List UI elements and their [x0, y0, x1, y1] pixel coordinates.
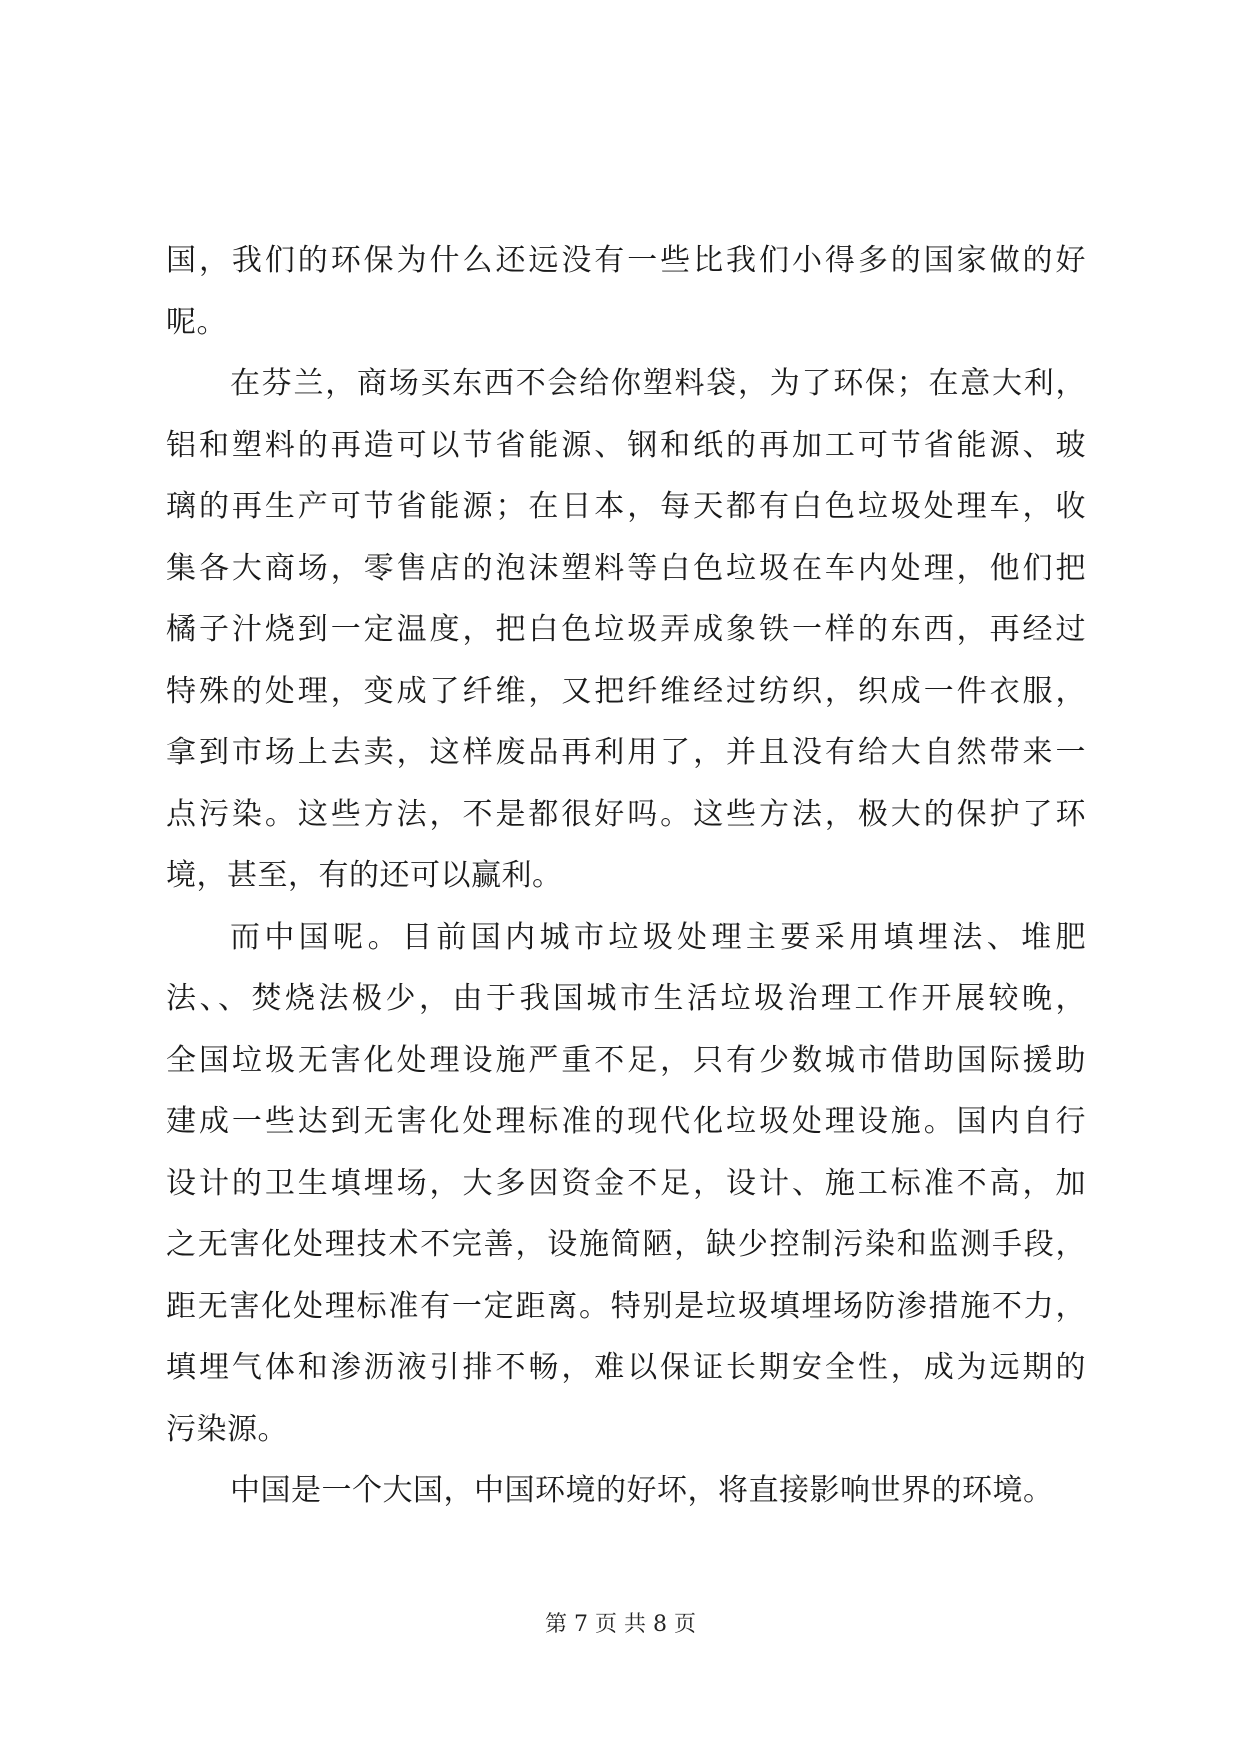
text-line: 集各大商场，零售店的泡沫塑料等白色垃圾在车内处理，他们把 — [166, 550, 1086, 586]
paragraph — [166, 1460, 1086, 1522]
text-line: 设计的卫生填埋场，大多因资金不足，设计、施工标准不高，加 — [166, 1165, 1086, 1201]
text-line: 特殊的处理，变成了纤维，又把纤维经过纺织，织成一件衣服， — [166, 673, 1086, 709]
text-line: 之无害化处理技术不完善，设施简陋，缺少控制污染和监测手段， — [166, 1227, 1086, 1262]
text-line: 建成一些达到无害化处理标准的现代化垃圾处理设施。国内自行 — [166, 1104, 1086, 1139]
text-line: 铝和塑料的再造可以节省能源、钢和纸的再加工可节省能源、玻 — [166, 427, 1086, 463]
text-line: 全国垃圾无害化处理设施严重不足，只有少数城市借助国际援助 — [166, 1042, 1086, 1078]
text-line: 距无害化处理标准有一定距离。特别是垃圾填埋场防渗措施不力， — [166, 1288, 1086, 1324]
text-line: 橘子汁烧到一定温度，把白色垃圾弄成象铁一样的东西，再经过 — [166, 612, 1086, 647]
text-line: 而中国呢。目前国内城市垃圾处理主要采用填埋法、堆肥 — [230, 919, 1086, 955]
document-body — [166, 230, 1086, 1522]
text-line: 国，我们的环保为什么还远没有一些比我们小得多的国家做的好 — [166, 243, 1086, 278]
text-line: 璃的再生产可节省能源；在日本，每天都有白色垃圾处理车，收 — [166, 489, 1086, 524]
text-line: 中国是一个大国，中国环境的好坏，将直接影响世界的环境。 — [230, 1473, 1054, 1508]
text-line: 拿到市场上去卖，这样废品再利用了，并且没有给大自然带来一 — [166, 735, 1086, 770]
text-line: 境，甚至，有的还可以赢利。 — [166, 858, 563, 893]
text-line: 在芬兰，商场买东西不会给你塑料袋，为了环保；在意大利， — [230, 366, 1086, 401]
text-line: 法、、焚烧法极少，由于我国城市生活垃圾治理工作开展较晚， — [166, 981, 1086, 1016]
paragraph — [166, 353, 1086, 907]
text-line: 点污染。这些方法，不是都很好吗。这些方法，极大的保护了环 — [166, 796, 1086, 832]
page-footer: 第 7 页 共 8 页 — [545, 1612, 696, 1637]
text-line: 污染源。 — [166, 1411, 288, 1447]
paragraph — [166, 907, 1086, 1461]
paragraph — [166, 230, 1086, 353]
text-line: 填埋气体和渗沥液引排不畅，难以保证长期安全性，成为远期的 — [166, 1350, 1086, 1385]
text-line: 呢。 — [166, 304, 227, 340]
